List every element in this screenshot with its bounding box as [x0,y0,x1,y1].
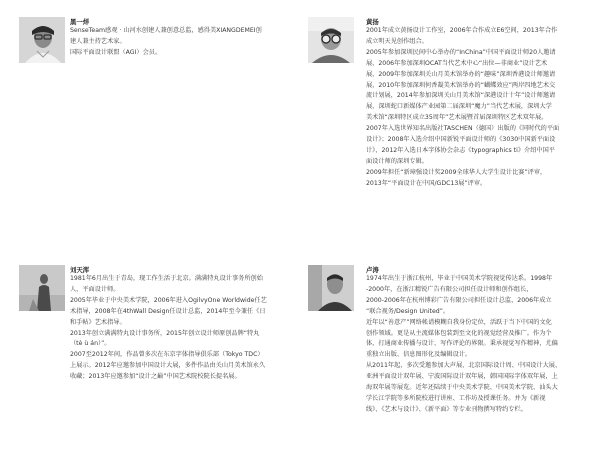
bio-line: （tè ù án）”。 [70,340,111,348]
bio-line: 近年以“善意产”网络帐谱模糊自我身份定位，活跃于当下中国的文化 [366,318,552,326]
designer-name: 卢涛 [366,266,379,274]
bio-line: 线》、《艺术与设计》、《新平面》等专业刊物撰写特约专栏。 [366,405,527,413]
portrait-photo [308,265,354,311]
bio-line: 2007年入选世界知名出版社TASCHEN（德国）出版的《同时代的平面 [366,125,560,133]
designer-bio [70,274,267,383]
bio-line: 收藏；2013年应邀参加“设计之巅”中国艺术院校院长提名展。 [70,373,241,381]
bio-line: 展，深圳蛇口新媒体产业园第二届深圳“魔力”当代艺术展，深圳大学 [366,103,552,111]
designer-bio [70,26,262,59]
bio-line: 重独立出版、信息图形化及编辑设计。 [366,351,472,359]
bio-line: 展，2009年参加深圳关山月美术馆举办的“趣味”深圳香港设计师邀请 [366,70,556,78]
bio-line: SenseTeam感观 · 山河水创建人兼创意总监，感得美XIANGDEMEI创 [70,27,262,34]
bio-line: 成立明天见创作组合。 [366,37,428,45]
bio-line: 2005年参加深圳民间中心举办的“InChina”中国平面设计师20人邀请 [366,48,556,56]
bio-line: 2000-2006年在杭州博彩广告有限公司担任设计总监，2006年成立 [366,296,552,304]
bio-line: 2005年毕业于中央美术学院，2006年进入OgilvyOne Worldwide任艺 [70,296,267,304]
bio-line: 从2011年起，多次受邀参加大声展、北京国际设计周、中国设计大展、 [366,362,562,370]
bio-line: 和手帖》艺术指导。 [70,318,126,326]
bio-line: 2007至2012年间，作品曾多次在东京字体指导俱乐部（Tokyo TDC） [70,351,264,359]
portrait-photo [19,17,65,63]
designer-name: 黑一烊 [70,18,90,26]
bio-line: 创作领域。更是从主流媒体包装到至文化的视觉经营及推广。作为个 [366,329,552,337]
bio-line: 2013年创立满满特丸设计事务所，2015年创立设计师原创品牌“特丸 [70,329,260,337]
bio-line: 体，打通商业传播与设计、写作评论的界限。秉承视觉写作精神，尤偏 [366,340,558,348]
bio-line: 学长江学院等多所院校进行讲座、工作坊及授课任务。并为《新视 [366,394,546,402]
bio-line: 美术馆“深圳特区成立35周年”艺术展暨首届深圳特区艺术双年展。 [366,114,548,122]
bio-line: 2001年成立黄扬设计工作室，2006年合作成立E6空间，2013年合作 [366,27,558,34]
bio-line: 1974年出生于浙江杭州，毕业于中国美术学院视觉传达系。1998年 [366,275,553,282]
bio-line: 计》，2012年入选日本字体协会杂志《typographics ti》介绍中国平 [366,146,555,154]
bio-line: -2000年，在浙江精锐广告有限公司担任设计师和创作组长， [366,285,533,293]
bio-line: 设计》；2008年入选介绍中国新锐平面设计师的《3030中国新平面设 [366,136,556,144]
bio-line: 海双年展等展览。近年还陆续于中央美术学院、中国美术学院、汕头大 [366,384,558,392]
designer-bio [366,26,559,190]
designer-name: 黄扬 [366,18,379,26]
bio-line: 面设计师的深圳专辑。 [366,157,428,165]
designer-bio [366,274,561,416]
portrait-photo [19,265,65,311]
bio-line: 亚洲平面设计双年展、宁波国际设计双年展，韩国国际字体双年展，上 [366,373,558,381]
bio-line: 术指导，2008年在4thWall Design任设计总监，2014年至今兼任《日 [70,307,266,315]
bio-line: 2013年“平面设计在中国/GDC13展”评审。 [366,179,487,187]
bio-line: 流计划展，2014年参加深圳关山月美术馆“深港设计十年”设计师邀请 [366,92,556,100]
bio-line: 国际平面设计联盟（AGI）会员。 [70,48,162,56]
bio-line: 1981年6月出生于青岛，现工作生活于北京。满满特丸设计事务所创始 [70,275,263,282]
bio-line: 人，平面设计师。 [70,285,120,293]
bio-line: 上展示。2012年应邀参加中国设计大展，多件作品由关山月美术馆永久 [70,362,266,370]
bio-line: 展，2006年参加深圳OCAT当代艺术中心“出位—非商业”设计艺术 [366,59,548,67]
designer-name: 刘天浑 [70,266,90,274]
portrait-photo [308,17,354,63]
bio-line: 展，2010年参加深圳何香凝美术馆举办的“蝴蝶效应”两岸四地艺术交 [366,81,556,89]
bio-line: “联合视务/Design United”。 [366,307,450,315]
bio-line: 建人兼主持艺术家。 [70,37,126,45]
bio-line: 2009年担任“新璋强设计奖2009全球华人大学生设计比赛”评审， [366,168,547,176]
